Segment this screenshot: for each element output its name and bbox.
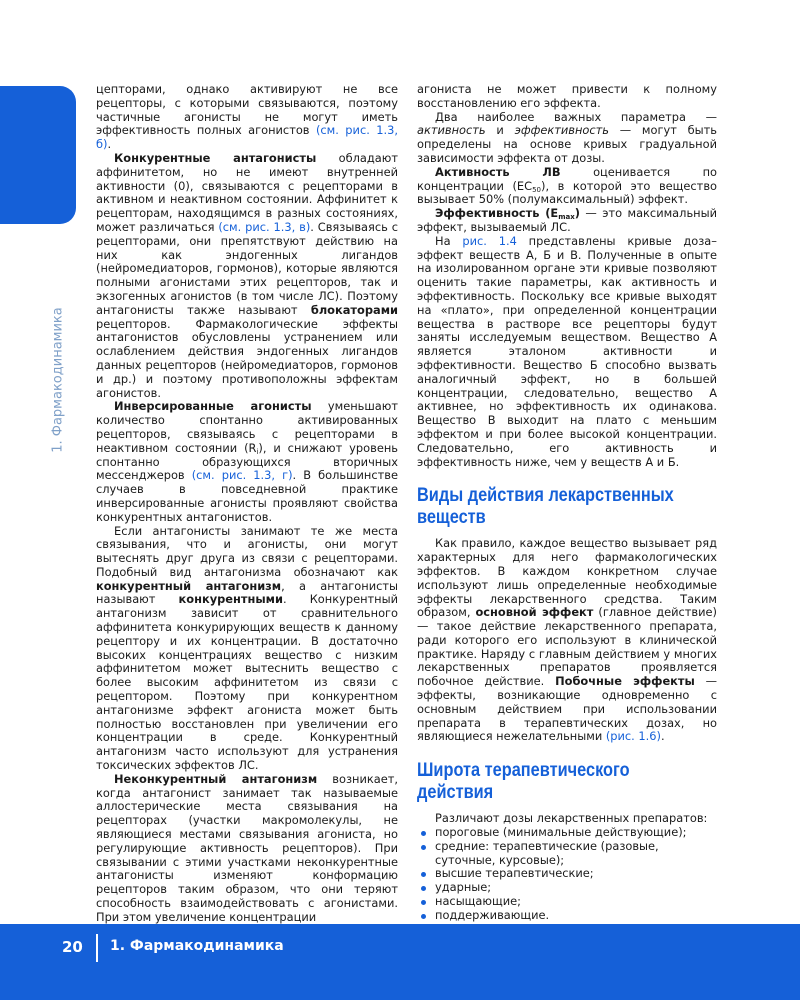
paragraph: Конкурентные антагонисты обладают аффинитетом, но не имеют внутренней активности (0), связываются с рецепторами в активном и неактивном состоянии. Аффинитет к рецепторам, находящимся в разных состояниях, может различаться (см. рис. 1.3, в). Связываясь с рецепторами, они препятствуют действию на них как эндогенных лигандов (нейромедиаторов, гормонов), которые являются полными агонистами этих рецепторов, так и экзогенных агонистов (в том числе ЛС). Поэтому антагонисты также называют блокаторами рецепторов. Фармакологические эффекты антагонистов обусловлены устранением или ослаблением действия эндогенных лигандов данных рецепторов (нейромедиаторов, гормонов и др.) и поэтому противоположны эффектам агонистов.	[96, 150, 398, 400]
term: Неконкурентный антагонизм	[114, 771, 318, 786]
term: Эффективность $(E_{max})$	[435, 206, 580, 222]
chapter-side-tab	[0, 86, 76, 224]
list-item: пороговые (минимальные действующие);	[417, 826, 717, 840]
paragraph: Инверсированные агонисты уменьшают количество спонтанно активированных рецепторов, связываясь с рецепторами в неактивном состоянии $(R_i)$, и снижают уровень спонтанно образующихся вторичных мессенджеров (см. рис. 1.3, г). В большинстве случаев в повседневной практике инверсированные агонисты проявляют свойства конкурентных антагонистов.	[96, 399, 399, 524]
paragraph: Как правило, каждое вещество вызывает ряд характерных для него фармакологических эффектов. В каждом конкретном случае используют лишь определенные необходимые эффекты лекарственного средства. Таким образом, основной эффект (главное действие) — такое действие лекарственного препарата, ради которого его используют в клинической практике. Наряду с главным действием у многих лекарственных препаратов проявляется побочное действие. Побочные эффекты — эффекты, возникающие одновременно с основным действием при использовании препарата в терапевтических дозах, но являющиеся нежелательными (рис. 1.6).	[417, 536, 717, 744]
paragraph: Эффективность $(E_{max})$ — это максимальный эффект, вызываемый ЛС.	[417, 206, 718, 234]
term: блокаторами	[310, 302, 398, 317]
section-heading: Широта терапевтического действия	[417, 760, 630, 804]
list-item: высшие терапевтические;	[417, 867, 717, 881]
page-footer	[0, 924, 800, 1000]
left-column	[96, 83, 398, 925]
right-column	[417, 83, 717, 923]
figure-reference[interactable]: рис. 1.4	[462, 233, 517, 248]
paragraph: Неконкурентный антагонизм возникает, когда антагонист занимает так называемые аллостерические места связывания на рецепторах (участки макромолекулы, не являющиеся местами связывания агониста, но регулирующие активность рецепторов). При связывании с этими участками неконкурентные антагонисты изменяют конформацию рецепторов таким образом, что они теряют способность взаимодействовать с агонистами. При этом увеличение концентрации	[96, 771, 398, 924]
list-item: поддерживающие.	[417, 909, 717, 923]
footer-divider	[96, 934, 98, 962]
term: Конкурентные антагонисты	[114, 150, 317, 165]
paragraph: Два наиболее важных параметра — активность и эффективность — могут быть определены на основе кривых градуальной зависимости эффекта от дозы.	[417, 109, 717, 165]
figure-reference[interactable]: (см. рис. 1.3, в)	[218, 219, 311, 234]
figure-reference[interactable]: (см. рис. 1.3, г)	[191, 468, 293, 483]
page-number: 20	[62, 938, 83, 956]
term: Побочные эффекты	[555, 674, 695, 689]
section-heading: Виды действия лекарственных веществ	[417, 485, 674, 529]
list-item: ударные;	[417, 881, 717, 895]
paragraph: Различают дозы лекарственных препаратов:	[435, 811, 708, 826]
list-item: средние: терапевтические (разовые, суточные, курсовые);	[417, 840, 717, 868]
term: конкурентный антагонизм	[96, 578, 282, 593]
term: конкурентными	[178, 592, 283, 607]
paragraph: Активность ЛВ оценивается по концентрации $(EC_{50})$, в которой это вещество вызывает 50% (полумаксимальный) эффект.	[417, 164, 717, 207]
paragraph: агониста не может привести к полному восстановлению его эффекта.	[417, 82, 717, 110]
paragraph: цепторами, однако активируют не все рецепторы, с которыми связываются, поэтому частичные агонисты не могут иметь эффективность полных агонистов (см. рис. 1.3, б).	[96, 82, 398, 152]
term: Активность ЛВ	[435, 164, 561, 179]
list-item: насыщающие;	[417, 895, 717, 909]
figure-reference[interactable]: (см. рис. 1.3, б)	[96, 123, 398, 152]
chapter-side-label: 1. Фармакодинамика	[50, 307, 66, 453]
footer-chapter-title: 1. Фармакодинамика	[110, 938, 284, 954]
term: Инверсированные агонисты	[114, 399, 312, 414]
dose-list	[417, 826, 717, 923]
figure-reference[interactable]: (рис. 1.6)	[605, 729, 661, 744]
paragraph: Если антагонисты занимают те же места связывания, что и агонисты, они могут вытеснять друг друга из связи с рецепторами. Подобный вид антагонизма обозначают как конкурентный антагонизм, а антагонисты называют конкурентными. Конкурентный антагонизм зависит от сравнительного аффинитета конкурирующих веществ к данному рецептору и их концентрации. В достаточно высоких концентрациях вещество с низким аффинитетом может вытеснить вещество с более высоким аффинитетом из связи с рецептором. Поэтому при конкурентном антагонизме эффект агониста может быть полностью восстановлен при увеличении его концентрации в среде. Конкурентный антагонизм часто используют для устранения токсических эффектов ЛС.	[96, 523, 399, 773]
term: основной эффект	[475, 605, 594, 620]
paragraph: На рис. 1.4 представлены кривые доза–эффект веществ А, Б и В. Полученные в опыте на изолированном органе эти кривые позволяют оценить такие параметры, как активность и эффективность. Поскольку все кривые выходят на «плато», при определенной концентрации вещества в растворе все рецепторы будут заняты исследуемым веществом. Вещество А является эталоном активности и эффективности. Вещество Б способно вызвать аналогичный эффект, но в большей концентрации, следовательно, вещество А активнее, но эффективность их одинакова. Вещество В выходит на плато с меньшим эффектом и при более высокой концентрации. Следовательно, его активность и эффективность ниже, чем у веществ А и Б.	[417, 233, 717, 469]
